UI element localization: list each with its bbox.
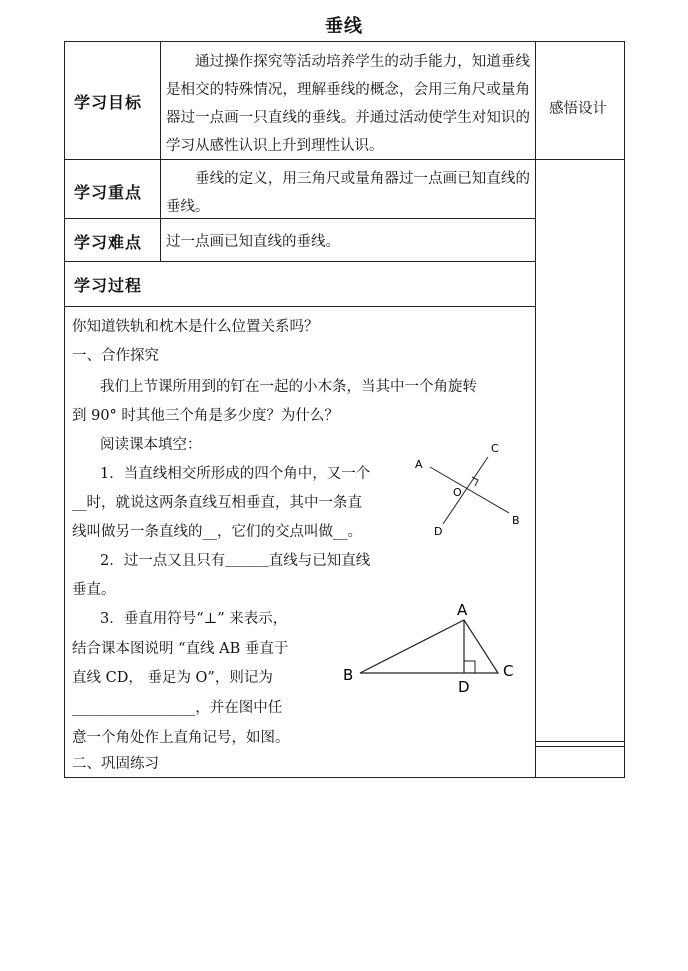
point-label-c: C (491, 442, 499, 455)
difficulty-text: 过一点画已知直线的垂线。 (166, 234, 340, 250)
item-line: 3．垂直用符号“⊥” 来表示， (100, 611, 288, 627)
point-label-c: C (503, 662, 514, 680)
goal-label: 学习目标 (74, 93, 143, 112)
question-text: 你知道铁轨和枕木是什么位置关系吗？ (72, 319, 319, 335)
point-label-b: B (343, 666, 354, 684)
paragraph-line: 我们上节课所用到的钉在一起的小木条，当其中一个角旋转 (100, 379, 477, 395)
section-heading: 一、合作探究 (72, 348, 159, 364)
item-line: _________________，并在图中任 (72, 700, 283, 716)
row-divider (64, 261, 535, 262)
right-angle-mark (464, 661, 475, 673)
item-line: 直线 CD， 垂足为 O”，则记为 (72, 670, 273, 686)
point-label-d: D (458, 678, 470, 696)
side-divider (535, 746, 625, 747)
item-line: 2．过一点又且只有＿＿＿直线与已知直线 (100, 553, 371, 569)
line-cd (443, 457, 488, 524)
key-label: 学习重点 (74, 183, 143, 202)
perpendicular-lines-figure (405, 438, 535, 543)
point-label-d: D (434, 525, 443, 538)
key-text: 垂线的定义，用三角尺或量角器过一点画已知直线的垂线。 (166, 171, 530, 215)
goal-text: 通过操作探究等活动培养学生的动手能力，知道垂线是相交的特殊情况，理解垂线的概念，会用三角尺或量角器过一点画一只直线的垂线。并通过活动使学生对知识的学习从感性认识上升到理性认识。 (166, 54, 530, 154)
paragraph-line: 阅读课本填空： (100, 437, 202, 453)
item-line: 垂直。 (72, 582, 116, 598)
triangle-altitude-figure (338, 598, 528, 698)
point-label-a: A (415, 458, 423, 471)
item-line: 线叫做另一条直线的__，它们的交点叫做__。 (72, 524, 362, 540)
line-ab (430, 467, 509, 513)
point-label-o: O (453, 486, 462, 499)
paragraph-line: 到 90° 时其他三个角是多少度？为什么？ (72, 408, 339, 424)
triangle-abc (360, 620, 498, 673)
right-angle-mark (472, 477, 478, 486)
side-header: 感悟设计 (549, 101, 607, 117)
item-line: 1．当直线相交所形成的四个角中，又一个 (100, 466, 371, 482)
item-line: __时，就说这两条直线互相垂直，其中一条直 (72, 495, 362, 511)
point-label-a: A (457, 601, 468, 619)
side-divider (535, 159, 625, 160)
page-title: 垂线 (325, 16, 363, 37)
section-heading: 二、巩固练习 (72, 756, 159, 772)
row-divider (64, 306, 535, 307)
side-divider (535, 741, 625, 742)
label-column-divider (160, 41, 161, 261)
item-line: 结合课本图说明 “直线 AB 垂直于 (72, 641, 289, 657)
side-column-divider (535, 41, 536, 778)
process-label: 学习过程 (74, 276, 143, 295)
difficulty-label: 学习难点 (74, 233, 143, 252)
item-line: 意一个角处作上直角记号，如图。 (72, 730, 290, 746)
point-label-b: B (512, 514, 520, 527)
